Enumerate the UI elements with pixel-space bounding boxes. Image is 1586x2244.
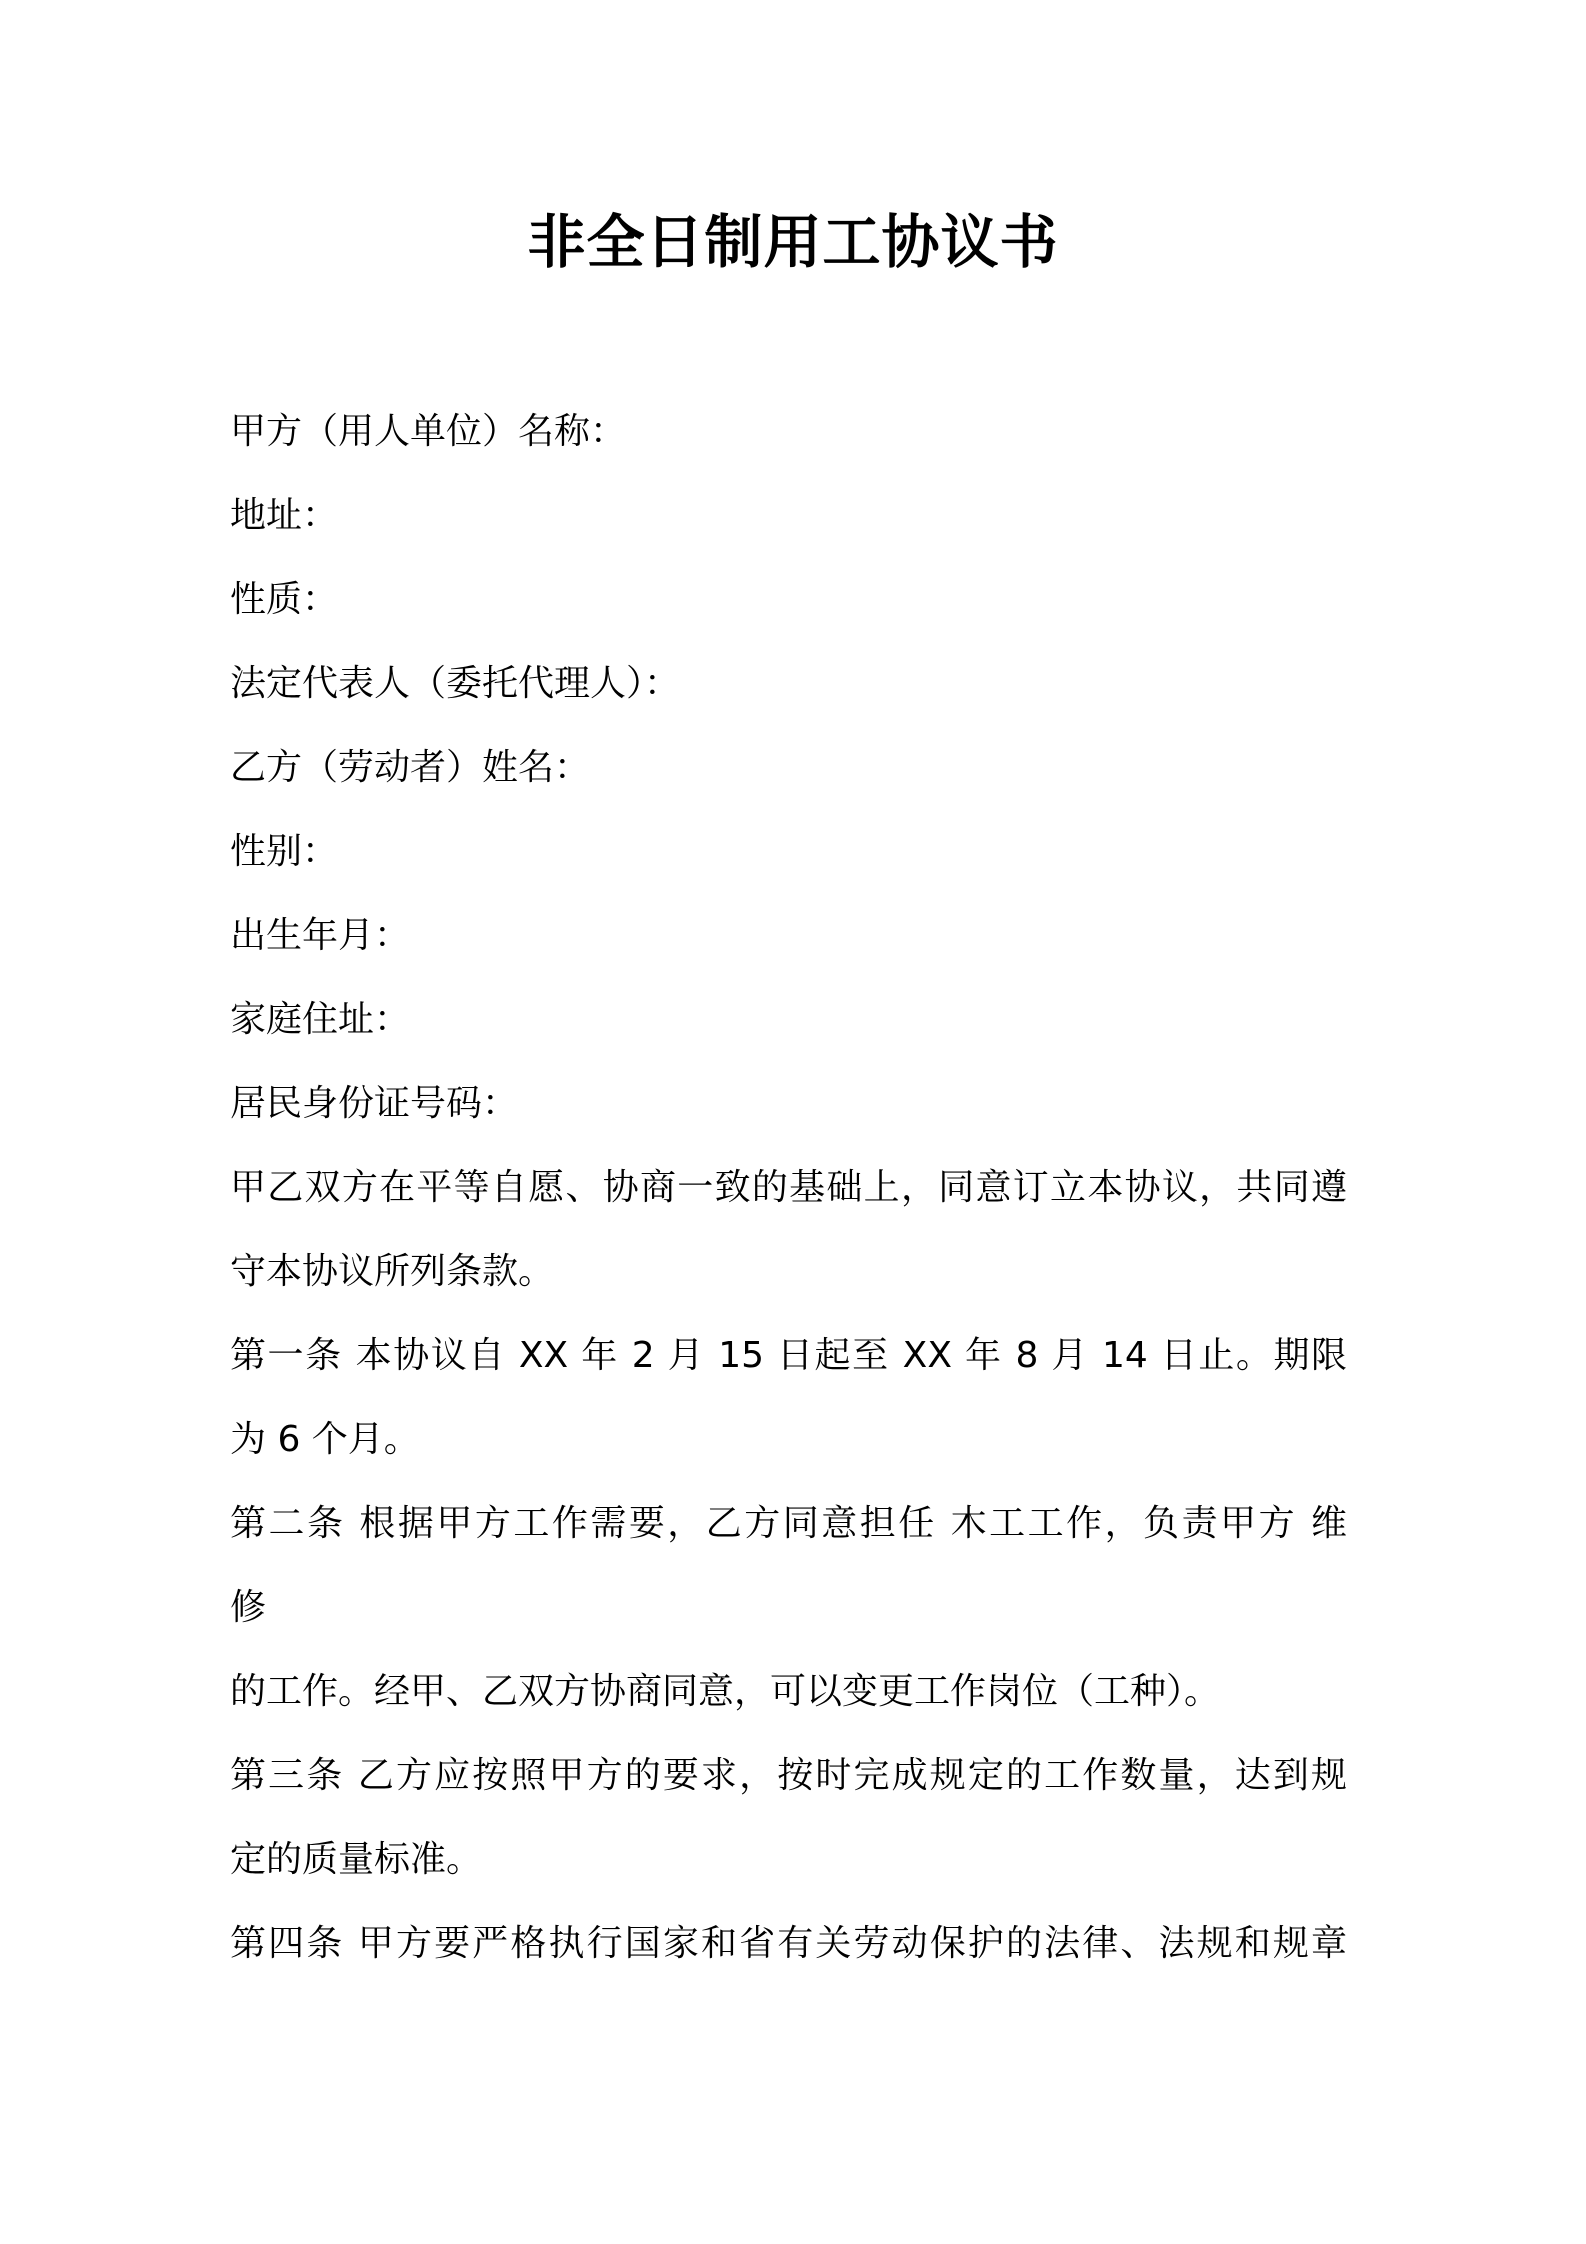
field-nature: 性质： xyxy=(230,579,339,620)
field-gender: 性别： xyxy=(230,831,339,872)
document-body xyxy=(230,390,1347,1986)
clause-3-line-2: 定的质量标准。 xyxy=(230,1839,483,1880)
clause-2-line-1: 第二条 根据甲方工作需要，乙方同意担任 木工工作，负责甲方 维 xyxy=(230,1503,1347,1544)
field-address: 地址： xyxy=(230,495,339,536)
preamble-line-2: 守本协议所列条款。 xyxy=(230,1251,555,1292)
field-legal-representative: 法定代表人（委托代理人）： xyxy=(230,663,681,704)
clause-4-line-1: 第四条 甲方要严格执行国家和省有关劳动保护的法律、法规和规章 xyxy=(230,1923,1347,1964)
clause-1-line-1: 第一条 本协议自 XX 年 2 月 15 日起至 XX 年 8 月 14 日止。期限 xyxy=(230,1335,1347,1376)
clause-1-line-2: 为 6 个月。 xyxy=(230,1419,420,1460)
clause-2-line-2: 修 xyxy=(230,1587,267,1628)
field-party-a-name: 甲方（用人单位）名称： xyxy=(230,411,627,452)
preamble-line-1: 甲乙双方在平等自愿、协商一致的基础上，同意订立本协议，共同遵 xyxy=(230,1167,1347,1208)
clause-3-line-1: 第三条 乙方应按照甲方的要求，按时完成规定的工作数量，达到规 xyxy=(230,1755,1347,1796)
field-id-number: 居民身份证号码： xyxy=(230,1083,519,1124)
document-title: 非全日制用工协议书 xyxy=(527,208,1059,276)
field-birth-date: 出生年月： xyxy=(230,915,411,956)
clause-2-line-3: 的工作。经甲、乙双方协商同意，可以变更工作岗位（工种）。 xyxy=(230,1671,1221,1712)
field-home-address: 家庭住址： xyxy=(230,999,411,1040)
field-party-b-name: 乙方（劳动者）姓名： xyxy=(230,747,591,788)
